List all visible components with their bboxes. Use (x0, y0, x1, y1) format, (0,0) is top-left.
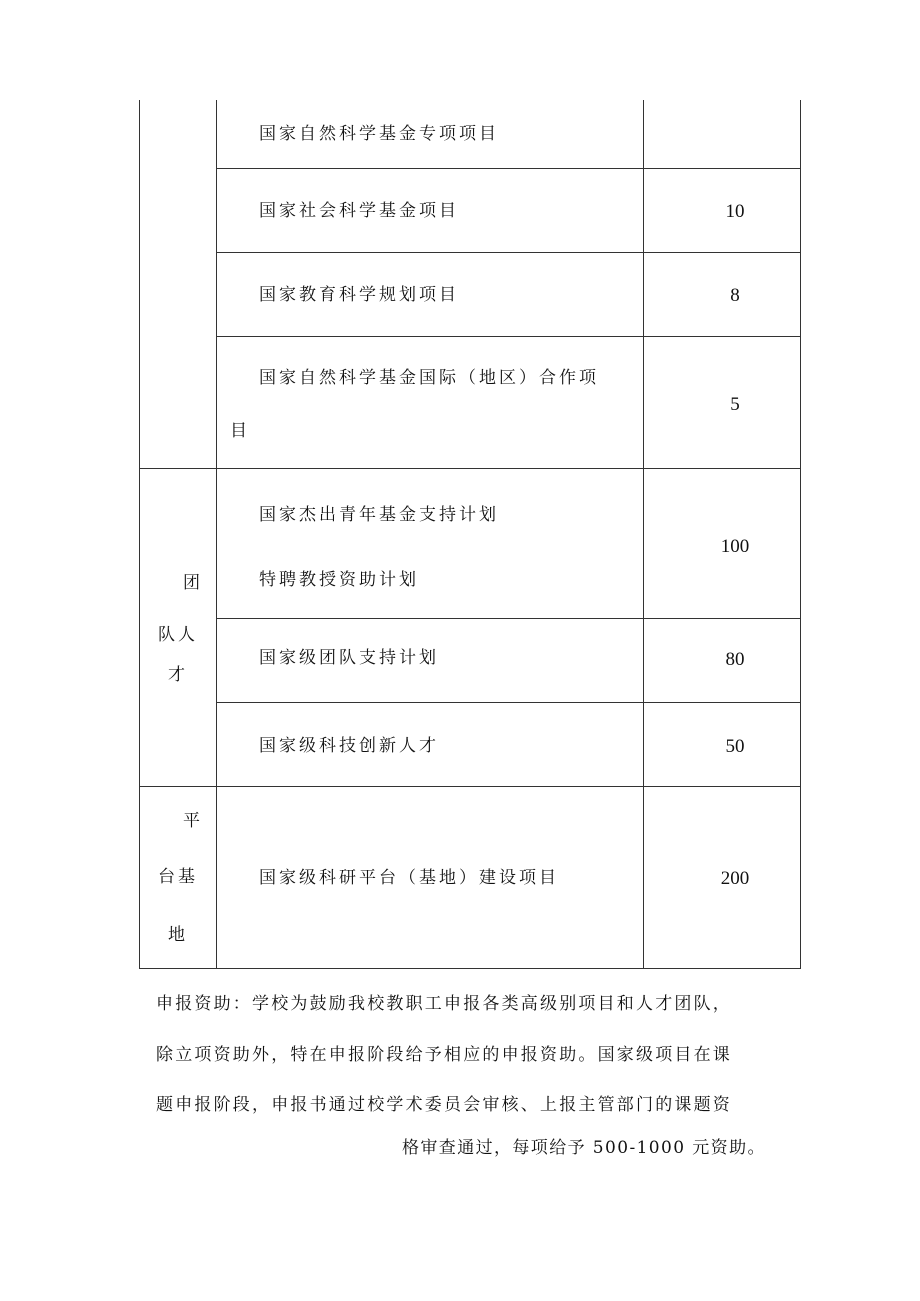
category-platform-line-1: 平 (183, 811, 203, 831)
row-divider (216, 702, 801, 703)
category-platform-line-2: 台基 (158, 867, 198, 887)
table-border-right (800, 100, 801, 969)
note-line: 除立项资助外，特在申报阶段给予相应的申报资助。国家级项目在课 (156, 1045, 732, 1065)
project-name: 国家社会科学基金项目 (259, 201, 459, 221)
funding-amount: 80 (725, 649, 745, 670)
project-name: 国家教育科学规划项目 (259, 285, 459, 305)
funding-amount: 8 (730, 285, 740, 306)
note-line: 申报资助：学校为鼓励我校教职工申报各类高级别项目和人才团队， (156, 994, 732, 1014)
row-divider (216, 252, 801, 253)
table-border-bottom (139, 968, 801, 969)
group-divider (139, 786, 801, 787)
project-name: 国家级科研平台（基地）建设项目 (259, 868, 559, 888)
funding-amount: 10 (725, 201, 745, 222)
table-divider-category (216, 100, 217, 969)
group-divider (139, 468, 801, 469)
project-name-line-2: 目 (230, 421, 250, 441)
project-name: 国家级团队支持计划 (259, 648, 439, 668)
category-team-line-2: 队人 (158, 625, 198, 645)
row-divider (216, 168, 801, 169)
project-name-line-1: 国家自然科学基金国际（地区）合作项 (259, 368, 599, 388)
funding-amount: 200 (720, 868, 750, 889)
funding-amount: 100 (720, 536, 750, 557)
table-divider-amount (643, 100, 644, 969)
row-divider (216, 618, 801, 619)
category-team-line-3: 才 (168, 665, 188, 685)
project-name-line-2: 特聘教授资助计划 (259, 570, 419, 590)
table-border-left (139, 100, 140, 969)
project-name: 国家自然科学基金专项项目 (259, 124, 499, 144)
funding-amount: 5 (730, 394, 740, 415)
funding-amount: 50 (725, 736, 745, 757)
project-name-line-1: 国家杰出青年基金支持计划 (259, 505, 499, 525)
category-platform-line-3: 地 (168, 925, 188, 945)
note-line: 格审查通过，每项给予 500-1000 元资助。 (402, 1138, 766, 1158)
note-line: 题申报阶段，申报书通过校学术委员会审核、上报主管部门的课题资 (156, 1095, 732, 1115)
project-name: 国家级科技创新人才 (259, 736, 439, 756)
row-divider (216, 336, 801, 337)
category-team-line-1: 团 (183, 573, 203, 593)
